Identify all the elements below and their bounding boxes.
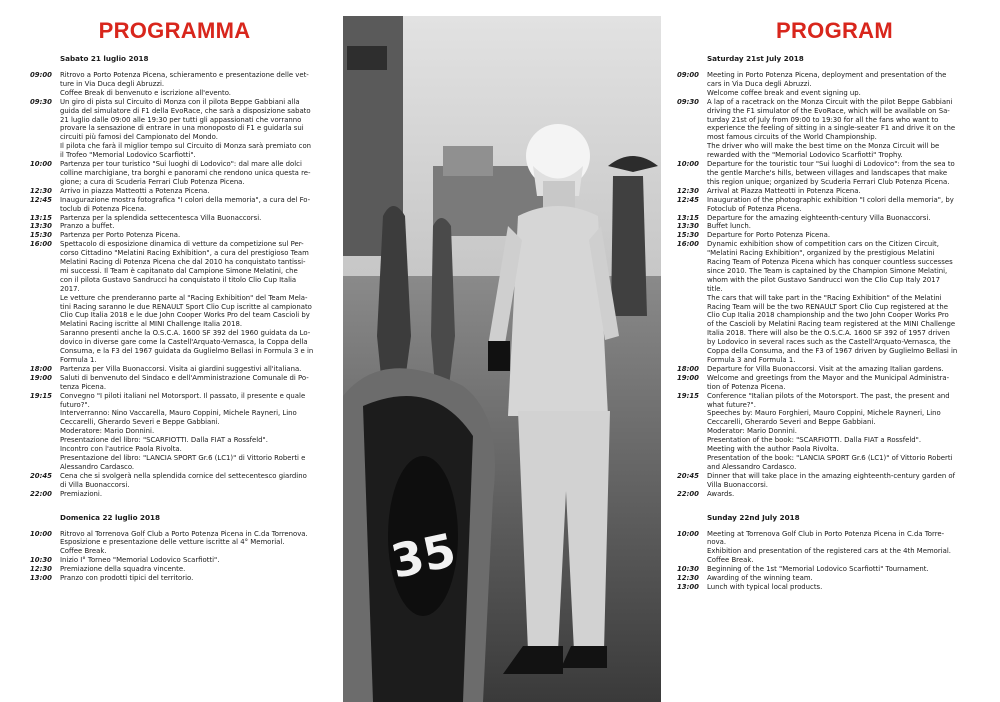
entry-line: most famous circuits of the World Championship.: [707, 133, 877, 142]
entry-line: Departure for Villa Buonaccorsi. Visit at the amazing Italian gardens.: [707, 364, 944, 373]
entry-description: [707, 231, 990, 240]
entry-description: [707, 574, 990, 583]
entry-line: The cars that will take part in the "Racing Exhibition" of the Melatini: [707, 293, 942, 302]
entry-line: Presentation of the book: "SCARFIOTTI. Dalla FIAT a Rossfeld".: [707, 436, 922, 445]
entry-line: Premiazioni.: [60, 489, 103, 498]
schedule-entry: [679, 160, 990, 187]
entry-line: driving the F1 simulator of the EvoRace, which will be available on Sa-: [707, 106, 950, 115]
schedule-saturday-it: [32, 71, 337, 499]
entry-line: di Villa Buonaccorsi.: [60, 480, 130, 489]
entry-line: rewarded with the "Memorial Lodovico Scarfiotti" Trophy.: [707, 151, 903, 160]
entry-time: 10:00: [30, 160, 52, 169]
entry-line: Buffet lunch.: [707, 222, 751, 231]
entry-line: Welcome coffee break and event signing up.: [707, 88, 861, 97]
entry-line: what future?".: [707, 400, 756, 409]
entry-description: [60, 187, 337, 196]
entry-line: con il pilota Gustavo Sandrucci ha conquistato il titolo Clio Cup Italia: [60, 275, 297, 284]
entry-line: Departure for Porto Potenza Picena.: [707, 231, 831, 240]
entry-line: Beginning of the 1st "Memorial Lodovico Scarfiotti" Tournament.: [707, 565, 929, 574]
entry-line: Inauguration of the photographic exhibition "I colori della memoria", by: [707, 195, 954, 204]
schedule-entry: [679, 187, 990, 196]
schedule-entry: [32, 490, 337, 499]
entry-time: 10:30: [30, 556, 52, 565]
entry-description: [60, 374, 337, 392]
entry-line: guida del simulatore di F1 della EvoRace, che sarà a disposizione sabato: [60, 106, 311, 115]
entry-time: 13:30: [30, 222, 52, 231]
entry-line: Moderatore: Mario Donnini.: [60, 427, 155, 436]
entry-description: [60, 530, 337, 557]
schedule-entry: [32, 556, 337, 565]
entry-time: 12:30: [677, 574, 699, 583]
entry-time: 13:30: [677, 222, 699, 231]
entry-line: whom with the pilot Gustavo Sandrucci won the Clio Cup Italy 2017: [707, 275, 941, 284]
entry-time: 15:30: [677, 231, 699, 240]
entry-line: Spettacolo di esposizione dinamica di vetture da competizione sul Per-: [60, 240, 304, 249]
entry-time: 18:00: [30, 364, 52, 373]
entry-line: Saluti di benvenuto del Sindaco e dell'Amministrazione Comunale di Po-: [60, 373, 309, 382]
entry-line: circuiti più famosi del Campionato del Mondo.: [60, 133, 218, 142]
entry-line: Coffee Break di benvenuto e iscrizione all'evento.: [60, 88, 231, 97]
entry-description: [707, 240, 990, 365]
entry-time: 10:00: [677, 529, 699, 538]
entry-description: [707, 472, 990, 490]
entry-description: [60, 472, 337, 490]
entry-time: 16:00: [30, 240, 52, 249]
entry-description: [60, 71, 337, 98]
entry-time: 22:00: [30, 489, 52, 498]
entry-line: title.: [707, 284, 723, 293]
entry-line: toclub di Potenza Picena.: [60, 204, 147, 213]
entry-description: [60, 222, 337, 231]
entry-line: Meeting at Torrenova Golf Club in Porto Potenza Picena in C.da Torre-: [707, 529, 945, 538]
entry-description: [707, 196, 990, 214]
entry-line: 21 luglio dalle 09:00 alle 19:30 per tutti gli appassionati che vorranno: [60, 115, 302, 124]
entry-time: 12:45: [30, 195, 52, 204]
english-program-column: [661, 0, 1000, 702]
entry-description: [60, 240, 337, 365]
schedule-entry: [32, 392, 337, 472]
entry-line: A lap of a racetrack on the Monza Circuit with the pilot Beppe Gabbiani: [707, 97, 953, 106]
entry-line: Formula 1.: [60, 356, 97, 364]
entry-line: Meeting with the author Paola Rivolta.: [707, 445, 839, 454]
entry-line: Pranzo con prodotti tipici del territorio.: [60, 574, 194, 583]
entry-time: 19:00: [30, 373, 52, 382]
entry-description: [707, 71, 990, 98]
schedule-entry: [32, 231, 337, 240]
entry-line: Ritrovo a Porto Potenza Picena, schieramento e presentazione delle vet-: [60, 71, 309, 79]
schedule-entry: [679, 530, 990, 566]
entry-description: [707, 583, 990, 592]
entry-line: Welcome and greetings from the Mayor and the Municipal Administra-: [707, 373, 950, 382]
entry-description: [707, 222, 990, 231]
entry-description: [60, 98, 337, 160]
entry-time: 13:00: [677, 582, 699, 591]
entry-line: Conference "Italian pilots of the Motorsport. The past, the present and: [707, 391, 950, 400]
entry-description: [60, 231, 337, 240]
program-title-it: PROGRAMMA: [98, 18, 251, 43]
entry-line: Partenza per la splendida settecentesca Villa Buonaccorsi.: [60, 213, 262, 222]
entry-line: Arrival at Piazza Matteotti in Potenza Picena.: [707, 186, 861, 195]
vintage-racing-photo: [343, 16, 661, 702]
entry-line: Presentazione del libro: "SCARFIOTTI. Dalla FIAT a Rossfeld".: [60, 436, 268, 445]
entry-line: Dynamic exhibition show of competition cars on the Citizen Circuit,: [707, 240, 939, 249]
entry-line: Coffee Break.: [60, 547, 107, 556]
entry-time: 09:30: [677, 97, 699, 106]
day-heading-sunday-it: Domenica 22 luglio 2018: [60, 512, 161, 522]
entry-line: Speeches by: Mauro Forghieri, Mauro Coppini, Michele Rayneri, Lino: [707, 409, 941, 418]
entry-time: 16:00: [677, 240, 699, 249]
entry-line: Departure for the touristic tour "Sui luoghi di Lodovico": from the sea to: [707, 160, 955, 169]
entry-description: [707, 365, 990, 374]
entry-time: 10:00: [30, 529, 52, 538]
entry-time: 09:30: [30, 97, 52, 106]
entry-line: Awarding of the winning team.: [707, 574, 813, 583]
entry-line: tenza Picena.: [60, 382, 107, 391]
entry-line: ture in Via Duca degli Abruzzi.: [60, 79, 165, 88]
entry-time: 18:00: [677, 364, 699, 373]
entry-line: corso Cittadino "Melatini Racing Exhibition", a cura del prestigioso Team: [60, 249, 309, 258]
entry-time: 10:30: [677, 565, 699, 574]
entry-line: Convegno "I piloti italiani nel Motorsport. Il passato, il presente e quale: [60, 391, 306, 400]
entry-time: 19:00: [677, 373, 699, 382]
entry-line: Ceccarelli, Gherardo Severi and Beppe Gabbiani.: [707, 418, 876, 427]
entry-line: and Alessandro Cardasco.: [707, 462, 797, 471]
entry-time: 09:00: [30, 71, 52, 79]
car-number-label: 35: [386, 522, 461, 589]
entry-line: Incontro con l'autrice Paola Rivolta.: [60, 445, 182, 454]
entry-line: Interverranno: Nino Vaccarella, Mauro Coppini, Michele Rayneri, Lino: [60, 409, 297, 418]
entry-line: Partenza per Villa Buonaccorsi. Visita ai giardini suggestivi all'italiana.: [60, 364, 302, 373]
schedule-entry: [679, 574, 990, 583]
entry-description: [707, 490, 990, 499]
entry-line: Pranzo a buffet.: [60, 222, 115, 231]
entry-time: 20:45: [677, 471, 699, 480]
entry-line: Racing Team will be the two RENAULT Sport Clio Cup registered at the: [707, 302, 948, 311]
entry-line: Clio Cup Italia 2018 championship and the two John Cooper Works Pro: [707, 311, 949, 320]
entry-time: 13:15: [677, 213, 699, 222]
entry-description: [60, 490, 337, 499]
entry-line: Partenza per Porto Potenza Picena.: [60, 231, 181, 240]
entry-line: The driver who will make the best time on the Monza Circuit will be: [707, 142, 940, 151]
schedule-entry: [679, 231, 990, 240]
entry-line: Un giro di pista sul Circuito di Monza con il pilota Beppe Gabbiani alla: [60, 97, 300, 106]
schedule-entry: [679, 374, 990, 392]
racing-driver-photo: [343, 16, 661, 702]
program-title-en: PROGRAM: [776, 18, 893, 43]
entry-description: [60, 214, 337, 223]
entry-time: 20:45: [30, 471, 52, 480]
schedule-entry: [32, 574, 337, 583]
day-heading-saturday-it: Sabato 21 luglio 2018: [60, 54, 149, 63]
schedule-sunday-en: [679, 530, 990, 592]
entry-description: [60, 565, 337, 574]
entry-description: [60, 392, 337, 472]
entry-description: [707, 214, 990, 223]
entry-description: [707, 187, 990, 196]
entry-line: Ceccarelli, Gherardo Severi e Beppe Gabbiani.: [60, 418, 220, 427]
schedule-entry: [679, 365, 990, 374]
entry-line: Alessandro Cardasco.: [60, 462, 135, 471]
schedule-sunday-it: [32, 530, 337, 583]
schedule-entry: [679, 214, 990, 223]
entry-line: Moderator: Mario Donnini.: [707, 427, 797, 436]
entry-line: Dinner that will take place in the amazing eighteenth-century garden of: [707, 471, 956, 480]
entry-time: 12:30: [30, 186, 52, 195]
entry-line: Melatini Racing iscritte al MINI Challenge Italia 2018.: [60, 320, 243, 329]
entry-time: 19:15: [677, 391, 699, 400]
day-heading-saturday-en: Saturday 21st July 2018: [707, 54, 804, 63]
entry-line: by Lodovico in several races such as the Castell'Arquato-Vernasca, the: [707, 338, 951, 347]
schedule-entry: [32, 196, 337, 214]
entry-line: nova.: [707, 538, 727, 547]
entry-line: Villa Buonaccorsi.: [707, 480, 768, 489]
entry-line: Clio Cup Italia 2018 e le due John Cooper Works Pro del team Cascioli by: [60, 311, 310, 320]
entry-line: futuro?".: [60, 400, 90, 409]
entry-time: 13:15: [30, 213, 52, 222]
entry-description: [60, 574, 337, 583]
day-heading-sunday-en: Sunday 22nd July 2018: [707, 512, 800, 522]
entry-line: provare la sensazione di entrare in una monoposto di F1 e guidarla sui: [60, 124, 304, 133]
entry-time: 19:15: [30, 391, 52, 400]
entry-line: gione; a cura di Scuderia Ferrari Club Potenza Picena.: [60, 177, 245, 186]
entry-description: [707, 530, 990, 566]
entry-time: 12:30: [677, 186, 699, 195]
entry-line: Awards.: [707, 489, 735, 498]
entry-line: Italia 2018. There will also be the O.S.C.A. 1600 SF 392 of 1957 driven: [707, 329, 950, 338]
entry-description: [60, 556, 337, 565]
schedule-entry: [679, 98, 990, 160]
entry-line: Racing Team of Potenza Picena which has conquer countless successes: [707, 258, 953, 267]
italian-program-column: [0, 0, 343, 702]
entry-line: Le vetture che prenderanno parte al "Racing Exhibition" del Team Mela-: [60, 293, 308, 302]
entry-line: since 2010. The Team is captained by the Champion Simone Melatini,: [707, 266, 948, 275]
entry-line: Exhibition and presentation of the registered cars at the 4th Memorial.: [707, 547, 951, 556]
entry-description: [707, 374, 990, 392]
entry-line: of the Cascioli by Melatini Racing team registered at the MINI Challenge: [707, 320, 956, 329]
entry-line: Il pilota che farà il miglior tempo sul Circuito di Monza sarà premiato con: [60, 142, 312, 151]
entry-line: tini Racing saranno le due RENAULT Sport Clio Cup iscritte al campionato: [60, 302, 312, 311]
entry-line: 2017.: [60, 284, 80, 293]
entry-description: [707, 160, 990, 187]
entry-time: 12:30: [30, 565, 52, 574]
entry-line: Presentazione del libro: "LANCIA SPORT Gr.6 (LC1)" di Vittorio Roberti e: [60, 453, 306, 462]
entry-description: [60, 196, 337, 214]
entry-line: Consuma, e la F3 del 1967 guidata da Guglielmo Bellasi in Formula 3 e in: [60, 347, 314, 356]
entry-line: Melatini Racing di Potenza Picena che dal 2010 ha conquistato tantissi-: [60, 258, 306, 267]
entry-line: Lunch with typical local products.: [707, 582, 823, 591]
entry-line: Premiazione della squadra vincente.: [60, 565, 186, 574]
entry-line: dovico in diverse gare come la Castell'Arquato-Vernasca, la Coppa della: [60, 338, 308, 347]
entry-line: Coppa della Consuma, and the F3 of 1967 driven by Guglielmo Bellasi in: [707, 347, 958, 356]
entry-description: [707, 392, 990, 472]
schedule-entry: [679, 583, 990, 592]
entry-line: Departure for the amazing eighteenth-century Villa Buonaccorsi.: [707, 213, 931, 222]
entry-line: Ritrovo al Torrenova Golf Club a Porto Potenza Picena in C.da Torrenova.: [60, 529, 308, 538]
entry-line: il Trofeo "Memorial Lodovico Scarfiotti".: [60, 151, 196, 160]
schedule-entry: [679, 240, 990, 365]
entry-line: this region unique; organized by Scuderia Ferrari Club Potenza Picena.: [707, 177, 950, 186]
schedule-entry: [32, 222, 337, 231]
schedule-entry: [32, 565, 337, 574]
schedule-entry: [679, 392, 990, 472]
entry-line: Arrivo in piazza Matteotti a Potenza Picena.: [60, 186, 210, 195]
entry-line: Formula 3 and Formula 1.: [707, 356, 796, 364]
entry-line: cars in Via Duca degli Abruzzi.: [707, 79, 812, 88]
entry-description: [60, 365, 337, 374]
entry-time: 13:00: [30, 574, 52, 583]
entry-line: the gentle Marche's hills, between villages and landscapes that make: [707, 168, 948, 177]
entry-line: Coffee Break.: [707, 556, 754, 565]
schedule-entry: [32, 365, 337, 374]
entry-description: [60, 160, 337, 187]
entry-line: Inizio I° Torneo "Memorial Lodovico Scarfiotti".: [60, 556, 220, 565]
entry-line: tion of Potenza Picena.: [707, 382, 786, 391]
schedule-entry: [679, 222, 990, 231]
schedule-entry: [32, 374, 337, 392]
schedule-entry: [32, 530, 337, 557]
schedule-entry: [679, 196, 990, 214]
schedule-entry: [32, 472, 337, 490]
schedule-saturday-en: [679, 71, 990, 499]
schedule-entry: [679, 71, 990, 98]
entry-line: colline marchigiane, tra borghi e panorami che rendono unica questa re-: [60, 168, 311, 177]
schedule-entry: [679, 472, 990, 490]
entry-line: Esposizione e presentazione delle vetture iscritte al 4° Memorial.: [60, 538, 285, 547]
entry-time: 09:00: [677, 71, 699, 79]
schedule-entry: [32, 240, 337, 365]
schedule-entry: [32, 160, 337, 187]
entry-line: Presentation of the book: "LANCIA SPORT Gr.6 (LC1)" of Vittorio Roberti: [707, 453, 953, 462]
schedule-entry: [679, 490, 990, 499]
entry-description: [707, 98, 990, 160]
entry-line: turday 21st of July from 09:00 to 19:30 for all the fans who want to: [707, 115, 939, 124]
entry-time: 22:00: [677, 489, 699, 498]
entry-description: [707, 565, 990, 574]
schedule-entry: [32, 214, 337, 223]
entry-line: Inaugurazione mostra fotografica "I colori della memoria", a cura del Fo-: [60, 195, 311, 204]
schedule-entry: [32, 187, 337, 196]
entry-time: 15:30: [30, 231, 52, 240]
entry-line: Saranno presenti anche la O.S.C.A. 1600 SF 392 del 1960 guidata da Lo-: [60, 329, 311, 338]
schedule-entry: [32, 98, 337, 160]
schedule-entry: [679, 565, 990, 574]
entry-line: Fotoclub of Potenza Picena.: [707, 204, 802, 213]
entry-line: Partenza per tour turistico "Sui luoghi di Lodovico": dal mare alle dolci: [60, 160, 302, 169]
entry-line: "Melatini Racing Exhibition", organized by the prestigious Melatini: [707, 249, 935, 258]
entry-line: mi successi. Il Team è capitanato dal Campione Simone Melatini, che: [60, 266, 298, 275]
entry-line: Cena che si svolgerà nella splendida cornice del settecentesco giardino: [60, 471, 307, 480]
schedule-entry: [32, 71, 337, 98]
entry-time: 12:45: [677, 195, 699, 204]
entry-line: Meeting in Porto Potenza Picena, deployment and presentation of the: [707, 71, 947, 79]
entry-line: experience the feeling of sitting in a single-seater F1 and drive it on the: [707, 124, 956, 133]
entry-time: 10:00: [677, 160, 699, 169]
